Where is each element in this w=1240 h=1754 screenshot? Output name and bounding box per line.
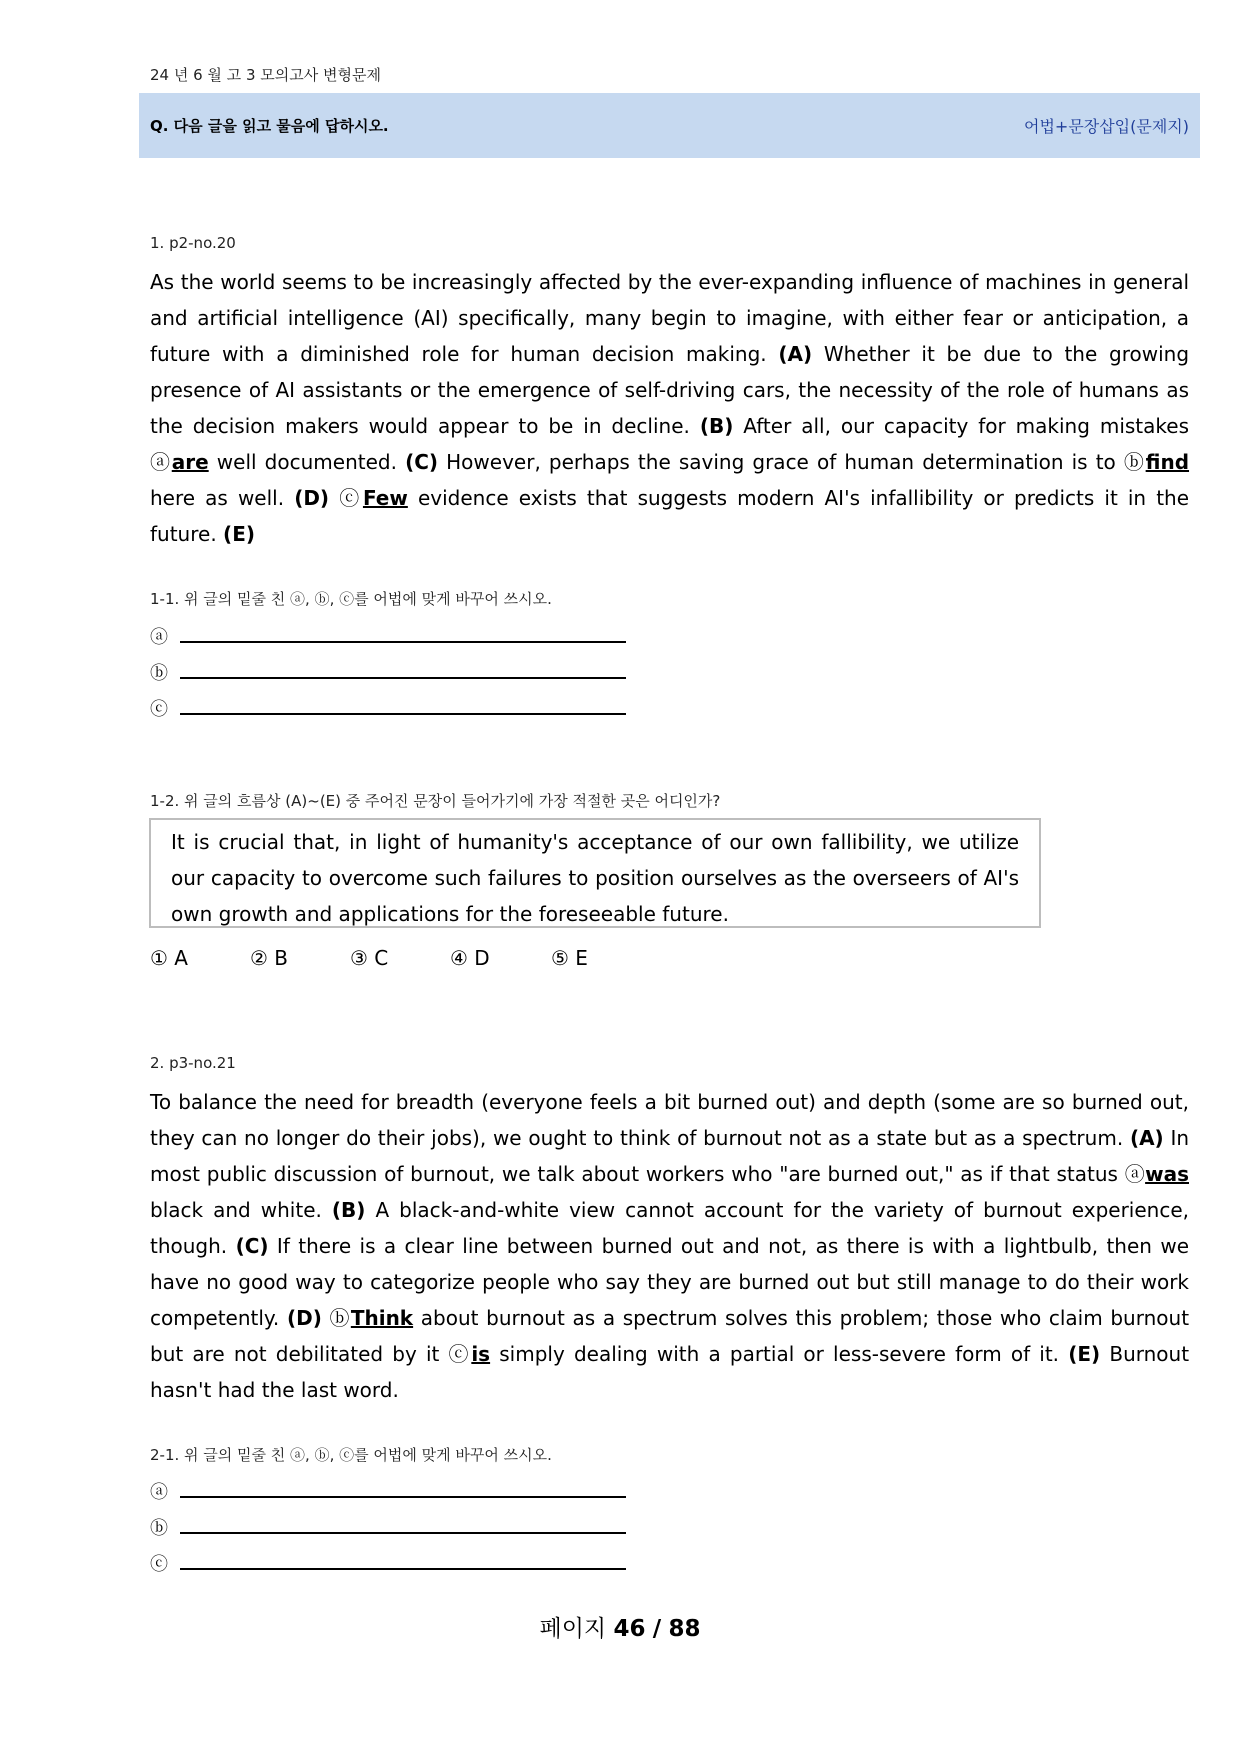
blank-marker: ⓑ <box>150 1518 168 1539</box>
blank-marker: ⓒ <box>150 699 168 720</box>
underlined-word-c: is <box>471 1342 491 1366</box>
choice-3[interactable]: ③ C <box>350 946 389 970</box>
marker-b: ⓑ <box>329 1306 351 1330</box>
marker-c: ⓒ <box>448 1342 472 1366</box>
question-1-1-prompt: 1-1. 위 글의 밑줄 친 ⓐ, ⓑ, ⓒ를 어법에 맞게 바꾸어 쓰시오. <box>150 590 552 608</box>
answer-line <box>180 1532 626 1534</box>
choice-1[interactable]: ① A <box>150 946 188 970</box>
page-current: 46 <box>613 1616 646 1642</box>
question-1-passage: As the world seems to be increasingly affected by the ever-expanding influence of machines in general and artificial intelligence (AI) specifically, many begin to imagine, with either fear or anticipation, a future with a diminished role for human decision making. (A) Whether it be due to the growing presence of AI assistants or the emergence of self-driving cars, the necessity of the role of humans as the decision makers would appear to be in decline. (B) After all, our capacity for making mistakes ⓐare well documented. (C) However, perhaps the saving grace of human determination is to ⓑfind here as well. (D) ⓒFew evidence exists that suggests modern AI's infallibility or predicts it in the future. (E) <box>150 270 1190 546</box>
marker-a: ⓐ <box>150 450 172 474</box>
underlined-word-a: are <box>171 450 209 474</box>
underlined-word-a: was <box>1145 1162 1189 1186</box>
page-separator: / <box>652 1616 662 1642</box>
instruction-banner <box>139 93 1200 158</box>
question-1-label: 1. p2-no.20 <box>150 234 236 252</box>
marker-a: ⓐ <box>1124 1162 1146 1186</box>
question-2-1-prompt: 2-1. 위 글의 밑줄 친 ⓐ, ⓑ, ⓒ를 어법에 맞게 바꾸어 쓰시오. <box>150 1446 552 1464</box>
given-sentence: It is crucial that, in light of humanity's acceptance of our own fallibility, we utilize our capacity to overcome such failures to position ourselves as the overseers of AI's own growth and applications for the foreseeable future. <box>171 830 1019 926</box>
answer-line <box>180 713 626 715</box>
given-sentence-box <box>149 818 1041 928</box>
choice-4[interactable]: ④ D <box>450 946 490 970</box>
underlined-word-c: Few <box>362 486 408 510</box>
document-source: 24 년 6 월 고 3 모의고사 변형문제 <box>150 66 381 84</box>
question-1-2-prompt: 1-2. 위 글의 흐름상 (A)~(E) 중 주어진 문장이 들어가기에 가장 적절한 곳은 어디인가? <box>150 792 721 810</box>
underlined-word-b: Think <box>350 1306 414 1330</box>
choice-2[interactable]: ② B <box>250 946 289 970</box>
answer-line <box>180 1496 626 1498</box>
page-total: 88 <box>668 1616 701 1642</box>
blank-marker: ⓐ <box>150 627 168 648</box>
underlined-word-b: find <box>1145 450 1190 474</box>
question-2-passage: To balance the need for breadth (everyone feels a bit burned out) and depth (some are so burned out, they can no longer do their jobs), we ought to think of burnout not as a state but as a spectrum. (A) In most public discussion of burnout, we talk about workers who "are burned out," as if that status ⓐwas black and white. (B) A black-and-white view cannot account for the variety of burnout experience, though. (C) If there is a clear line between burned out and not, as there is with a lightbulb, then we have no good way to categorize people who say they are burned out but still manage to do their work competently. (D) ⓑThink about burnout as a spectrum solves this problem; those who claim burnout but are not debilitated by it ⓒis simply dealing with a partial or less-severe form of it. (E) Burnout hasn't had the last word. <box>150 1090 1190 1402</box>
choice-5[interactable]: ⑤ E <box>551 946 588 970</box>
page-prefix: 페이지 <box>539 1616 607 1642</box>
answer-line <box>180 1568 626 1570</box>
instruction-text: Q. 다음 글을 읽고 물음에 답하시오. <box>150 117 389 135</box>
answer-line <box>180 641 626 643</box>
marker-c: ⓒ <box>339 486 363 510</box>
blank-marker: ⓐ <box>150 1482 168 1503</box>
blank-marker: ⓒ <box>150 1554 168 1575</box>
question-2-label: 2. p3-no.21 <box>150 1054 236 1072</box>
question-type: 어법+문장삽입(문제지) <box>1024 117 1189 136</box>
answer-line <box>180 677 626 679</box>
marker-b: ⓑ <box>1123 450 1146 474</box>
page-number <box>0 1610 1240 1643</box>
blank-marker: ⓑ <box>150 663 168 684</box>
